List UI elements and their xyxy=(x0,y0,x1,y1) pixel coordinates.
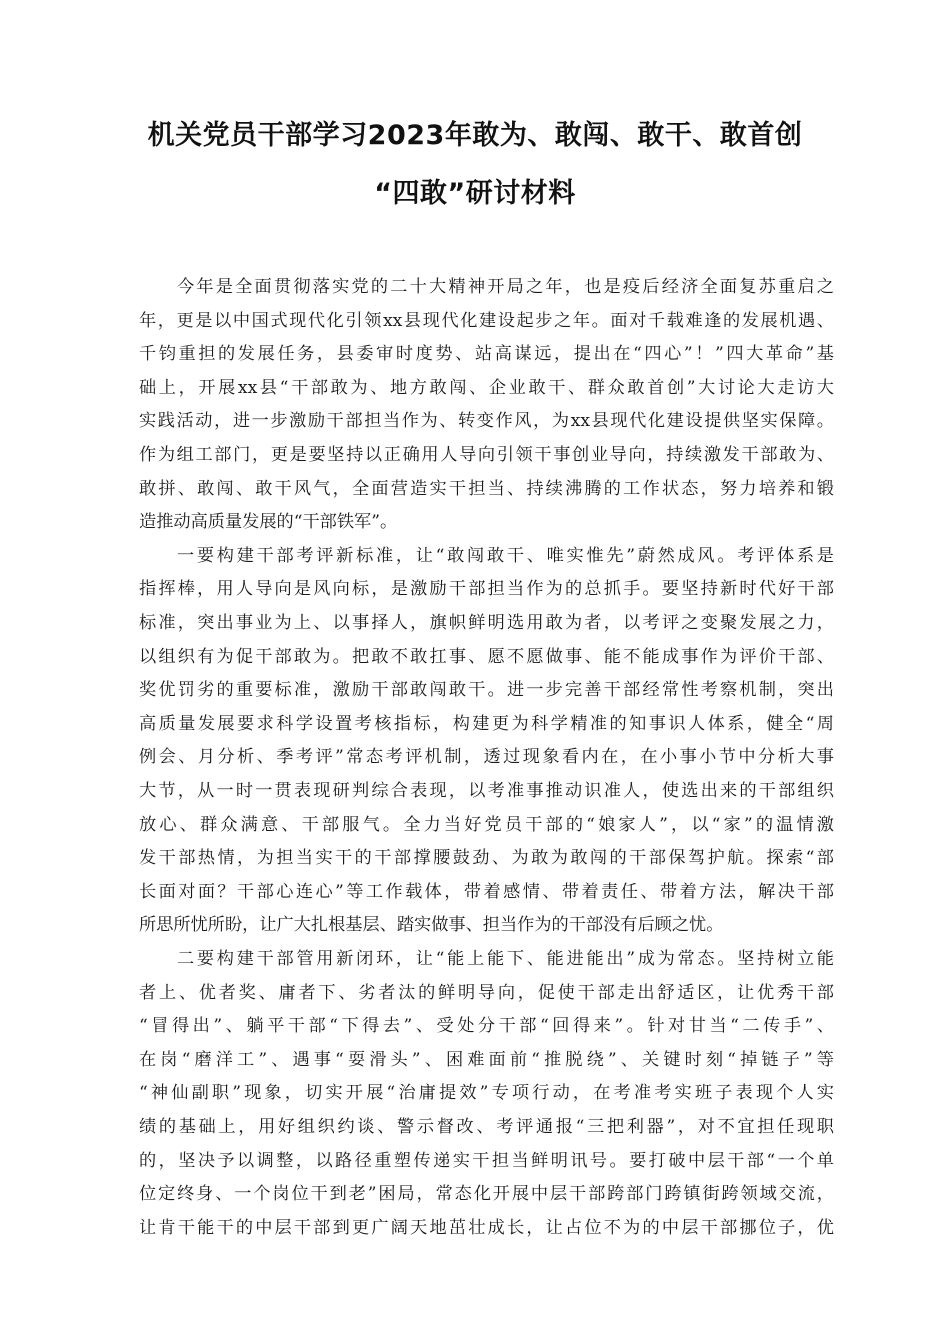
text-line: 指挥棒，用人导向是风向标，是激励干部担当作为的总抓手。要坚持新时代好干部 xyxy=(139,579,834,600)
text-line: 标准，突出事业为上、以事择人，旗帜鲜明选用敢为者，以考评之变聚发展之力， xyxy=(139,613,834,633)
text-line: 作为组工部门，更是要坚持以正确用人导向引领干事创业导向，持续激发干部敢为、 xyxy=(139,445,834,465)
text-line: 让肯干能干的中层干部到更广阔天地茁壮成长，让占位不为的中层干部挪位子，优 xyxy=(139,1217,834,1238)
text-line: 造推动高质量发展的“干部铁军”。 xyxy=(139,512,398,533)
title-line-1: 机关党员干部学习2023年敢为、敢闯、敢干、敢首创 xyxy=(147,120,803,151)
text-line: 年，更是以中国式现代化引领xx县现代化建设起步之年。面对千载难逢的发展机遇、 xyxy=(139,310,834,331)
text-line: 大节，从一时一贯表现研判综合表现，以考准事推动识准人，使选出来的干部组织 xyxy=(139,781,834,801)
text-line: 在岗“磨洋工”、遇事“耍滑头”、困难面前“推脱绕”、关键时刻“掉链子”等 xyxy=(139,1049,834,1070)
text-line: 者上、优者奖、庸者下、劣者汰的鲜明导向，促使干部走出舒适区，让优秀干部 xyxy=(139,982,834,1003)
document-title xyxy=(100,122,850,207)
text-line: 的，坚决予以调整，以路径重塑传递实干担当鲜明讯号。要打破中层干部“一个单 xyxy=(139,1150,834,1171)
text-line: 实践活动，进一步激励干部担当作为、转变作风，为xx县现代化建设提供坚实保障。 xyxy=(139,411,834,432)
text-line: “神仙副职”现象，切实开展“治庸提效”专项行动，在考准考实班子表现个人实 xyxy=(139,1083,834,1104)
text-line: 千钧重担的发展任务，县委审时度势、站高谋远，提出在“四心”！”四大革命”基 xyxy=(139,344,834,365)
text-line: 放心、群众满意、干部服气。全力当好党员干部的“娘家人”，以“家”的温情激 xyxy=(139,814,834,835)
text-line: 奖优罚劣的重要标准，激励干部敢闯敢干。进一步完善干部经常性考察机制，突出 xyxy=(139,680,834,701)
paragraph-first-line: 二要构建干部管用新闭环，让“能上能下、能进能出”成为常态。坚持树立能 xyxy=(177,949,834,969)
title-line-2: “四敢”研讨材料 xyxy=(374,178,576,209)
text-line: 绩的基础上，用好组织约谈、警示督改、考评通报“三把利器”，对不宜担任现职 xyxy=(139,1117,834,1137)
text-line: 发干部热情，为担当实干的干部撑腰鼓劲、为敢为敢闯的干部保驾护航。探索“部 xyxy=(139,848,834,869)
text-line: 长面对面？干部心连心”等工作载体，带着感情、带着责任、带着方法，解决干部 xyxy=(139,881,834,902)
paragraph-first-line: 今年是全面贯彻落实党的二十大精神开局之年，也是疫后经济全面复苏重启之 xyxy=(177,277,834,297)
text-line: 所思所忧所盼，让广大扎根基层、踏实做事、担当作为的干部没有后顾之忧。 xyxy=(139,915,724,936)
text-line: “冒得出”、躺平干部“下得去”、受处分干部“回得来”。针对甘当“二传手”、 xyxy=(139,1016,834,1037)
paragraph-first-line: 一要构建干部考评新标准，让“敢闯敢干、唯实惟先”蔚然成风。考评体系是 xyxy=(177,545,834,566)
text-line: 础上，开展xx县“干部敢为、地方敢闯、企业敢干、群众敢首创”大讨论大走访大 xyxy=(139,377,834,398)
text-line: 高质量发展要求科学设置考核指标，构建更为科学精准的知事识人体系，健全“周 xyxy=(139,713,834,734)
text-line: 以组织有为促干部敢为。把敢不敢扛事、愿不愿做事、能不能成事作为评价干部、 xyxy=(139,646,834,667)
text-line: 例会、月分析、季考评”常态考评机制，透过现象看内在，在小事小节中分析大事 xyxy=(139,747,834,768)
text-line: 位定终身、一个岗位干到老”困局，常态化开展中层干部跨部门跨镇街跨领域交流， xyxy=(139,1184,834,1205)
text-line: 敢拼、敢闯、敢干风气，全面营造实干担当、持续沸腾的工作状态，努力培养和锻 xyxy=(139,478,834,499)
